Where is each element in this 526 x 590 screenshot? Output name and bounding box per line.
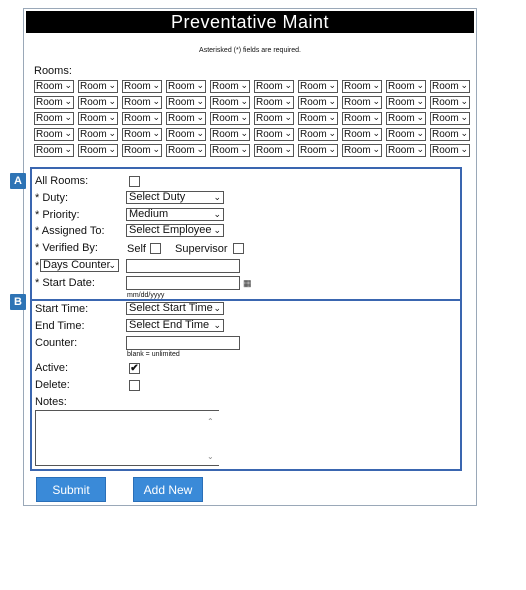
chevron-down-icon: ⌄ (240, 128, 248, 138)
room-select-value: Room (256, 113, 283, 124)
room-select[interactable] (122, 144, 162, 157)
room-select[interactable] (34, 96, 74, 109)
room-select[interactable] (78, 96, 118, 109)
room-select-value: Room (344, 113, 371, 124)
room-select[interactable] (430, 144, 470, 157)
chevron-down-icon: ⌄ (213, 303, 221, 313)
room-select[interactable] (166, 112, 206, 125)
page-title: Preventative Maint (26, 11, 474, 33)
section-a-badge: A (10, 173, 26, 189)
room-select[interactable] (122, 112, 162, 125)
room-select-value: Room (212, 145, 239, 156)
room-select-value: Room (212, 113, 239, 124)
room-select[interactable] (386, 80, 426, 93)
priority-label: * Priority: (35, 209, 80, 221)
room-select-value: Room (80, 97, 107, 108)
chevron-down-icon: ⌄ (108, 96, 116, 106)
chevron-down-icon: ⌄ (64, 80, 72, 90)
room-select[interactable] (122, 80, 162, 93)
start-time-label: Start Time: (35, 303, 89, 315)
room-select[interactable] (342, 128, 382, 141)
supervisor-label: Supervisor (175, 243, 228, 255)
days-counter-value: Days Counter (43, 259, 111, 271)
room-select[interactable] (254, 128, 294, 141)
room-select-value: Room (124, 97, 151, 108)
delete-checkbox[interactable] (129, 380, 140, 391)
counter-label: Counter: (35, 337, 78, 349)
chevron-down-icon: ⌄ (108, 112, 116, 122)
chevron-down-icon: ⌄ (372, 112, 380, 122)
chevron-down-icon: ⌄ (240, 112, 248, 122)
self-checkbox[interactable] (150, 243, 161, 254)
room-select[interactable] (210, 80, 250, 93)
duty-label: * Duty: (35, 192, 69, 204)
chevron-down-icon: ⌄ (108, 80, 116, 90)
room-select-value: Room (212, 81, 239, 92)
scroll-up-icon[interactable]: ⌃ (207, 417, 214, 426)
self-label: Self (127, 243, 146, 255)
required-note: Asterisked (*) fields are required. (199, 47, 301, 54)
chevron-down-icon: ⌄ (64, 112, 72, 122)
duty-select-value: Select Duty (129, 191, 186, 203)
room-select-value: Room (300, 97, 327, 108)
chevron-down-icon: ⌄ (284, 80, 292, 90)
assigned-select-value: Select Employee (129, 224, 212, 236)
chevron-down-icon: ⌄ (108, 260, 116, 270)
room-select-value: Room (168, 97, 195, 108)
room-select[interactable] (254, 112, 294, 125)
room-select-value: Room (212, 129, 239, 140)
room-select-value: Room (80, 81, 107, 92)
room-select-value: Room (344, 145, 371, 156)
chevron-down-icon: ⌄ (196, 144, 204, 154)
chevron-down-icon: ⌄ (196, 80, 204, 90)
chevron-down-icon: ⌄ (196, 112, 204, 122)
room-select[interactable] (210, 128, 250, 141)
date-format-hint: mm/dd/yyyy (127, 292, 165, 299)
supervisor-checkbox[interactable] (233, 243, 244, 254)
room-select[interactable] (166, 128, 206, 141)
end-time-select[interactable] (126, 319, 224, 332)
room-select-value: Room (168, 129, 195, 140)
room-select[interactable] (34, 112, 74, 125)
start-time-select[interactable] (126, 302, 224, 315)
days-counter-input[interactable] (126, 259, 240, 273)
chevron-down-icon: ⌄ (372, 96, 380, 106)
room-select[interactable] (386, 128, 426, 141)
room-select[interactable] (34, 128, 74, 141)
room-select[interactable] (78, 80, 118, 93)
room-select[interactable] (430, 112, 470, 125)
start-date-label: * Start Date: (35, 277, 95, 289)
start-time-select-value: Select Start Time (129, 302, 213, 314)
room-select[interactable] (210, 96, 250, 109)
chevron-down-icon: ⌄ (152, 80, 160, 90)
chevron-down-icon: ⌄ (152, 112, 160, 122)
room-select-value: Room (36, 129, 63, 140)
room-select[interactable] (78, 112, 118, 125)
room-select[interactable] (298, 112, 338, 125)
room-select-value: Room (124, 145, 151, 156)
room-select-value: Room (344, 97, 371, 108)
chevron-down-icon: ⌄ (416, 144, 424, 154)
days-prefix: * (35, 260, 40, 272)
room-select-value: Room (124, 129, 151, 140)
chevron-down-icon: ⌄ (196, 128, 204, 138)
room-select[interactable] (430, 128, 470, 141)
chevron-down-icon: ⌄ (152, 144, 160, 154)
delete-label: Delete: (35, 379, 70, 391)
chevron-down-icon: ⌄ (284, 96, 292, 106)
room-select-value: Room (388, 113, 415, 124)
chevron-down-icon: ⌄ (372, 128, 380, 138)
chevron-down-icon: ⌄ (152, 128, 160, 138)
room-select[interactable] (78, 128, 118, 141)
chevron-down-icon: ⌄ (108, 128, 116, 138)
room-select-value: Room (124, 81, 151, 92)
chevron-down-icon: ⌄ (240, 80, 248, 90)
room-select-value: Room (36, 97, 63, 108)
room-select[interactable] (342, 144, 382, 157)
chevron-down-icon: ⌄ (152, 96, 160, 106)
chevron-down-icon: ⌄ (416, 80, 424, 90)
room-select[interactable] (166, 96, 206, 109)
room-select-value: Room (388, 81, 415, 92)
room-select-value: Room (168, 81, 195, 92)
room-select-value: Room (388, 97, 415, 108)
chevron-down-icon: ⌄ (416, 128, 424, 138)
room-select-value: Room (344, 81, 371, 92)
room-select[interactable] (34, 144, 74, 157)
room-select-value: Room (432, 97, 459, 108)
room-select-value: Room (432, 81, 459, 92)
duty-select[interactable] (126, 191, 224, 204)
submit-button[interactable]: Submit (36, 477, 106, 502)
assigned-select[interactable] (126, 224, 224, 237)
room-select[interactable] (166, 80, 206, 93)
room-select[interactable] (298, 144, 338, 157)
chevron-down-icon: ⌄ (64, 96, 72, 106)
rooms-grid (34, 80, 470, 157)
chevron-down-icon: ⌄ (372, 80, 380, 90)
room-select[interactable] (166, 144, 206, 157)
chevron-down-icon: ⌄ (416, 96, 424, 106)
room-select[interactable] (210, 144, 250, 157)
room-select[interactable] (122, 96, 162, 109)
room-select-value: Room (80, 113, 107, 124)
all-rooms-label: All Rooms: (35, 175, 89, 187)
chevron-down-icon: ⌄ (372, 144, 380, 154)
chevron-down-icon: ⌄ (416, 112, 424, 122)
room-select[interactable] (342, 96, 382, 109)
end-time-label: End Time: (35, 320, 85, 332)
room-select[interactable] (342, 112, 382, 125)
room-select-value: Room (36, 113, 63, 124)
counter-hint: blank = unlimited (127, 351, 180, 358)
room-select-value: Room (300, 81, 327, 92)
room-select-value: Room (36, 145, 63, 156)
priority-select-value: Medium (129, 208, 169, 220)
room-select-value: Room (432, 113, 459, 124)
chevron-down-icon: ⌄ (328, 96, 336, 106)
chevron-down-icon: ⌄ (284, 144, 292, 154)
room-select-value: Room (256, 97, 283, 108)
chevron-down-icon: ⌄ (213, 225, 221, 235)
add-new-button[interactable]: Add New (133, 477, 203, 502)
room-select-value: Room (344, 129, 371, 140)
chevron-down-icon: ⌄ (284, 128, 292, 138)
end-time-select-value: Select End Time (129, 319, 210, 331)
calendar-icon[interactable]: ▦ (243, 278, 252, 288)
room-select-value: Room (388, 129, 415, 140)
notes-label: Notes: (35, 396, 67, 408)
room-select-value: Room (256, 145, 283, 156)
chevron-down-icon: ⌄ (64, 128, 72, 138)
room-select[interactable] (78, 144, 118, 157)
notes-scrollbar[interactable] (204, 411, 218, 465)
room-select[interactable] (342, 80, 382, 93)
chevron-down-icon: ⌄ (196, 96, 204, 106)
room-select-value: Room (300, 145, 327, 156)
room-select-value: Room (80, 145, 107, 156)
verified-label: * Verified By: (35, 242, 98, 254)
active-checkbox[interactable]: ✔ (130, 363, 139, 374)
room-select-value: Room (256, 81, 283, 92)
room-select[interactable] (430, 96, 470, 109)
priority-select[interactable] (126, 208, 224, 221)
start-date-input[interactable] (126, 276, 240, 290)
room-select-value: Room (168, 145, 195, 156)
scroll-down-icon[interactable]: ⌄ (207, 452, 214, 461)
room-select-value: Room (80, 129, 107, 140)
room-select-value: Room (432, 129, 459, 140)
chevron-down-icon: ⌄ (240, 144, 248, 154)
counter-input[interactable] (126, 336, 240, 350)
room-select-value: Room (388, 145, 415, 156)
room-select[interactable] (386, 96, 426, 109)
chevron-down-icon: ⌄ (213, 192, 221, 202)
section-b-badge: B (10, 294, 26, 310)
room-select-value: Room (36, 81, 63, 92)
room-select[interactable] (298, 80, 338, 93)
chevron-down-icon: ⌄ (460, 144, 468, 154)
room-select[interactable] (386, 144, 426, 157)
room-select[interactable] (254, 96, 294, 109)
chevron-down-icon: ⌄ (328, 80, 336, 90)
room-select-value: Room (212, 97, 239, 108)
chevron-down-icon: ⌄ (460, 96, 468, 106)
active-label: Active: (35, 362, 69, 374)
chevron-down-icon: ⌄ (460, 112, 468, 122)
room-select-value: Room (168, 113, 195, 124)
room-select-value: Room (300, 129, 327, 140)
room-select-value: Room (432, 145, 459, 156)
chevron-down-icon: ⌄ (328, 144, 336, 154)
notes-textarea[interactable] (35, 410, 219, 466)
room-select[interactable] (122, 128, 162, 141)
room-select-value: Room (300, 113, 327, 124)
room-select[interactable] (254, 80, 294, 93)
room-select[interactable] (210, 112, 250, 125)
rooms-label: Rooms: (34, 65, 72, 77)
chevron-down-icon: ⌄ (213, 320, 221, 330)
assigned-label: * Assigned To: (35, 225, 105, 237)
room-select[interactable] (386, 112, 426, 125)
chevron-down-icon: ⌄ (284, 112, 292, 122)
chevron-down-icon: ⌄ (64, 144, 72, 154)
room-select[interactable] (430, 80, 470, 93)
chevron-down-icon: ⌄ (328, 128, 336, 138)
chevron-down-icon: ⌄ (328, 112, 336, 122)
room-select[interactable] (298, 96, 338, 109)
room-select-value: Room (256, 129, 283, 140)
room-select-value: Room (124, 113, 151, 124)
chevron-down-icon: ⌄ (460, 128, 468, 138)
room-select[interactable] (34, 80, 74, 93)
room-select[interactable] (298, 128, 338, 141)
chevron-down-icon: ⌄ (240, 96, 248, 106)
all-rooms-checkbox[interactable] (129, 176, 140, 187)
chevron-down-icon: ⌄ (213, 209, 221, 219)
days-counter-select[interactable] (40, 259, 119, 272)
room-select[interactable] (254, 144, 294, 157)
chevron-down-icon: ⌄ (460, 80, 468, 90)
chevron-down-icon: ⌄ (108, 144, 116, 154)
